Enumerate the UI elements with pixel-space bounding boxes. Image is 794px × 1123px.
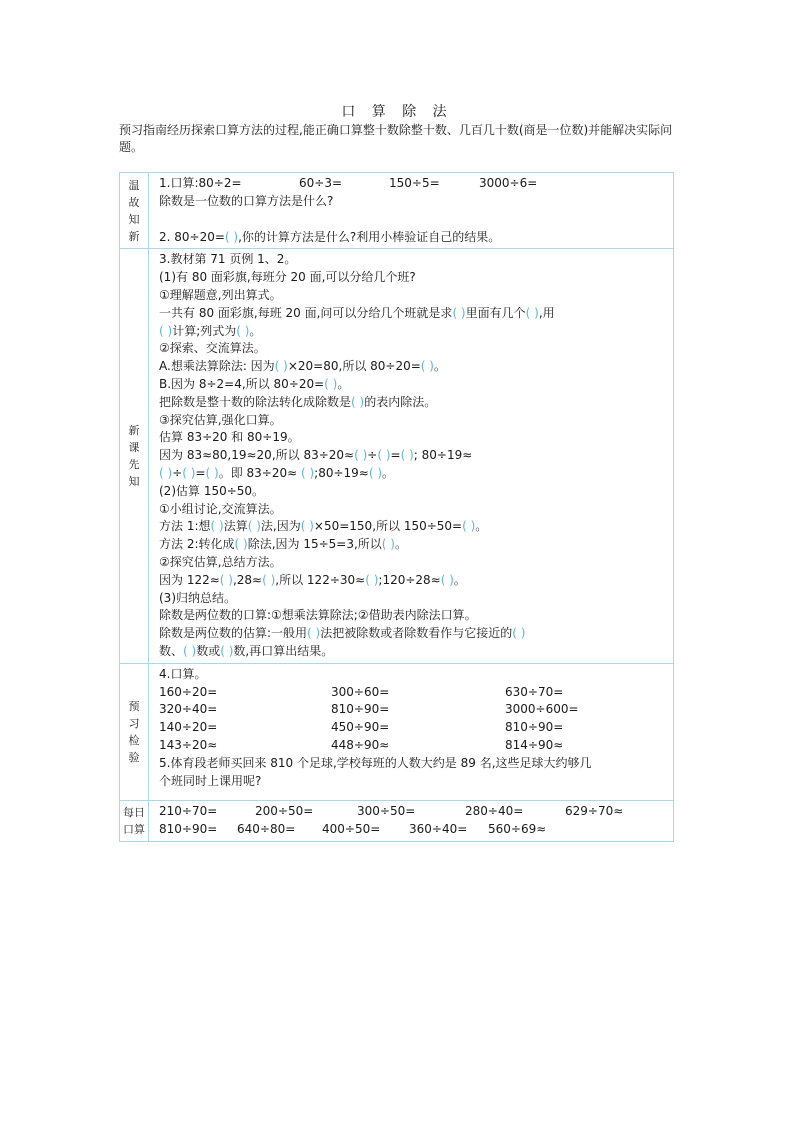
text-line: (2)估算 150÷50。 <box>159 483 265 498</box>
warmup-row <box>120 173 674 249</box>
text-line: 因为 83≈80,19≈20,所以 83÷20≈( )÷( )=( ); 80÷19≈ <box>159 448 473 463</box>
question-2: 2. 80÷20=( ),你的计算方法是什么?利用小棒验证自己的结果。 <box>159 229 501 244</box>
question-1-prompt: 除数是一位数的口算方法是什么? <box>159 193 334 208</box>
text-line: 一共有 80 面彩旗,每班 20 面,问可以分给几个班就是求( )里面有几个( ),用 <box>159 305 555 320</box>
daily-content <box>149 801 674 842</box>
question-1: 1.口算:80÷2= 60÷3= 150÷5= 3000÷6= <box>159 176 538 190</box>
new-lesson-content <box>149 249 674 663</box>
text-line: 方法 1:想( )法算( )法,因为( )×50=150,所以 150÷50=( )。 <box>159 519 488 534</box>
intro-text: 预习指南经历探索口算方法的过程,能正确口算整十数除整十数、几百几十数(商是一位数)并能解决实际问题。 <box>119 123 673 154</box>
text-line: ②探究估算,总结方法。 <box>159 554 282 569</box>
text-line: B.因为 8÷2=4,所以 80÷20=( )。 <box>159 376 350 391</box>
calc-row: 810÷90= 640÷80= 400÷50= 360÷40= 560÷69≈ <box>159 822 547 837</box>
calc-row: 140÷20= 450÷90= 810÷90= <box>159 720 564 735</box>
text-line: 因为 122≈( ),28≈( ),所以 122÷30≈( );120÷28≈( )。 <box>159 572 466 587</box>
text-line: 除数是两位数的口算:①想乘法算除法;②借助表内除法口算。 <box>159 608 477 623</box>
question-4: 4.口算。 <box>159 666 207 681</box>
text-line: (1)有 80 面彩旗,每班分 20 面,可以分给几个班? <box>159 270 416 285</box>
text-line: A.想乘法算除法: 因为( )×20=80,所以 80÷20=( )。 <box>159 359 446 374</box>
check-label: 预 习 检 验 <box>120 663 149 801</box>
new-lesson-row <box>120 249 674 663</box>
check-row <box>120 663 674 801</box>
text-line: 把除数是整十数的除法转化成除数是( )的表内除法。 <box>159 394 437 409</box>
warmup-label: 温 故 知 新 <box>120 173 149 249</box>
page-title: 口 算 除 法 <box>341 104 453 120</box>
calc-row: 210÷70= 200÷50= 300÷50= 280÷40= 629÷70≈ <box>159 804 624 819</box>
text-line: ③探究估算,强化口算。 <box>159 412 282 427</box>
text-line: 除数是两位数的估算:一般用( )法把被除数或者除数看作与它接近的( ) <box>159 626 526 641</box>
question-5-cont: 个班同时上课用呢? <box>159 773 262 788</box>
text-line: (3)归纳总结。 <box>159 590 236 605</box>
text-line: 3.教材第 71 页例 1、2。 <box>159 252 297 267</box>
text-line: ①理解题意,列出算式。 <box>159 287 282 302</box>
text-line: 数、( )数或( )数,再口算出结果。 <box>159 643 334 658</box>
text-line: ( )÷( )=( )。即 83÷20≈ ( );80÷19≈( )。 <box>159 465 395 480</box>
text-line: 方法 2:转化成( )除法,因为 15÷5=3,所以( )。 <box>159 537 407 552</box>
calc-row: 320÷40= 810÷90= 3000÷600= <box>159 702 579 717</box>
warmup-content <box>149 173 674 249</box>
question-5: 5.体育段老师买回来 810 个足球,学校每班的人数大约是 89 名,这些足球大约够几 <box>159 755 592 770</box>
text-line: 估算 83÷20 和 80÷19。 <box>159 430 300 445</box>
calc-row: 143÷20≈ 448÷90≈ 814÷90≈ <box>159 737 564 752</box>
new-lesson-label: 新 课 先 知 <box>120 249 149 663</box>
text-line: ②探索、交流算法。 <box>159 341 266 356</box>
lesson-table <box>119 172 674 842</box>
daily-row <box>120 801 674 842</box>
text-line: ①小组讨论,交流算法。 <box>159 501 282 516</box>
daily-label: 每日 口算 <box>120 801 149 842</box>
answer-blank: ( ) <box>224 229 239 244</box>
calc-row: 160÷20= 300÷60= 630÷70= <box>159 684 564 699</box>
check-content <box>149 663 674 801</box>
text-line: ( )计算;列式为( )。 <box>159 323 262 338</box>
